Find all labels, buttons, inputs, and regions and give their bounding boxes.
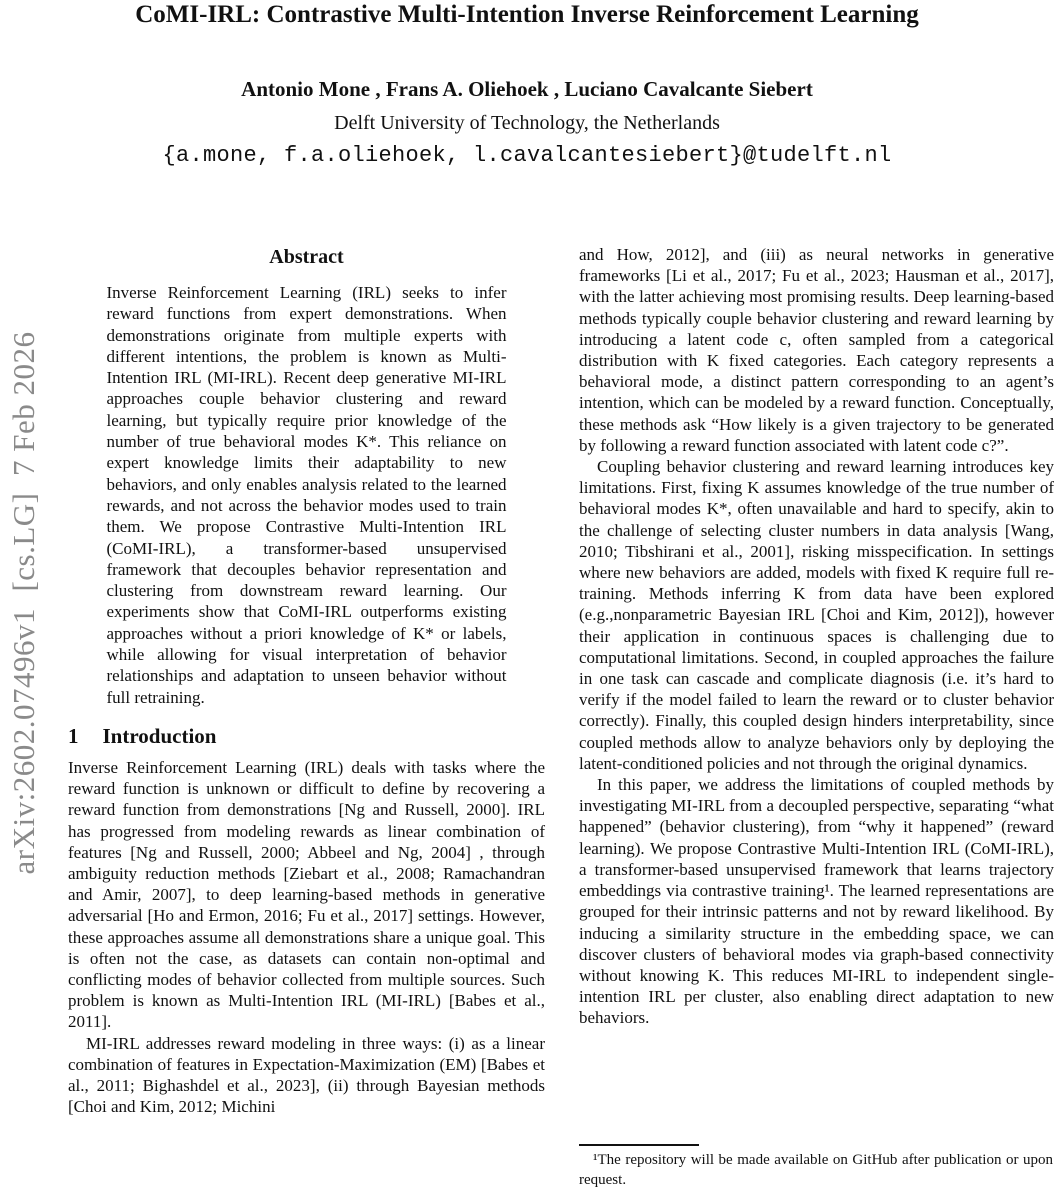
right-paragraph-2: Coupling behavior clustering and reward learning introduces key limitations. First, fixing K assumes knowledge of the true number of behavioral modes K*, often unavailable and hard to specify, akin to the challenge of selecting cluster numbers in data analysis [Wang, 2010; Tibshirani et al., 2001], risking misspecification. In settings where new behaviors are added, models with fixed K require full re-training. Methods inferring K from data have been explored (e.g.,nonparametric Bayesian IRL [Choi and Kim, 2012]), however their application in continuous spaces is challenging due to computational limitations. Second, in coupled approaches the failure in one task can cascade and complicate diagnosis (i.e. it’s hard to verify if the model failed to learn the reward or to cluster behavior correctly). Finally, this coupled design hinders interpretability, since coupled methods allow to analyze behaviors only by deploying the latent-conditioned policies and not through the original dynamics. (579, 457, 1054, 773)
paper-title: CoMI-IRL: Contrastive Multi-Intention Inverse Reinforcement Learning (135, 1, 919, 28)
right-column (579, 244, 1054, 1117)
authors-line: Antonio Mone , Frans A. Oliehoek , Luciano Cavalcante Siebert (241, 77, 813, 101)
arxiv-watermark: arXiv:2602.07496v1 [cs.LG] 7 Feb 2026 (6, 331, 41, 875)
right-paragraph-3: In this paper, we address the limitations of coupled methods by investigating MI-IRL from a decoupled perspective, separating “what happened” (behavior clustering), from “why it happened” (reward learning). We propose Contrastive Multi-Intention IRL (CoMI-IRL), a transformer-based unsupervised framework that learns trajectory embeddings via contrastive training¹. The learned representations are grouped for their intrinsic patterns and not by reward likelihood. By inducing a similarity structure in the embedding space, we can discover clusters of behavioral modes via graph-based connectivity without knowing K. This reduces MI-IRL to independent single-intention IRL per cluster, also enabling direct adaptation to new behaviors. (579, 775, 1054, 1028)
footnote-text: ¹The repository will be made available on GitHub after publication or upon request. (579, 1152, 1053, 1188)
paper-header (0, 0, 1054, 168)
footnote-rule (579, 1144, 699, 1146)
section-heading-introduction (68, 724, 545, 748)
abstract-heading: Abstract (269, 246, 344, 268)
abstract-text: Inverse Reinforcement Learning (IRL) seeks to infer reward functions from expert demonstrations. When demonstrations originate from multiple experts with different intentions, the problem is known as Multi-Intention IRL (MI-IRL). Recent deep generative MI-IRL approaches couple behavior clustering and reward learning, but typically require prior knowledge of the number of true behavioral modes K*. This reliance on expert knowledge limits their adaptability to new behaviors, and only enables analysis related to the learned rewards, and not across the behavior modes used to train them. We propose Contrastive Multi-Intention IRL (CoMI-IRL), a transformer-based unsupervised framework that decouples behavior representation and clustering from downstream reward learning. Our experiments show that CoMI-IRL outperforms existing approaches without a priori knowledge of K* or labels, while allowing for visual interpretation of behavior relationships and adaptation to unseen behavior without full retraining. (106, 283, 507, 707)
intro-paragraph-1: Inverse Reinforcement Learning (IRL) deals with tasks where the reward function is unknown or difficult to define by recovering a reward function from demonstrations [Ng and Russell, 2000]. IRL has progressed from modeling rewards as linear combination of features [Ng and Russell, 2000; Abbeel and Ng, 2004] , through ambiguity reduction methods [Ziebart et al., 2008; Ramachandran and Amir, 2007], to deep learning-based methods in generative adversarial [Ho and Ermon, 2016; Fu et al., 2017] settings. However, these approaches assume all demonstrations share a unique goal. This is often not the case, as datasets can contain non-optimal and conflicting modes of behavior collected from multiple sources. Such problem is known as Multi-Intention IRL (MI-IRL) [Babes et al., 2011]. (68, 757, 545, 1032)
two-column-body (68, 244, 1054, 1117)
affiliation-line: Delft University of Technology, the Netherlands (334, 112, 720, 134)
footnote (579, 1144, 1053, 1190)
right-paragraph-1: and How, 2012], and (iii) as neural networks in generative frameworks [Li et al., 2017; Fu et al., 2023; Hausman et al., 2017], with the latter achieving most promising results. Deep learning-based methods typically couple behavior clustering and reward learning by introducing a latent code c, often sampled from a categorical distribution with K fixed categories. Each category represents a behavioral mode, a distinct pattern corresponding to an agent’s intention, which can be modeled by a reward function. Conceptually, these methods ask “How likely is a given trajectory to be generated by following a reward function associated with latent code c?”. (579, 245, 1054, 455)
section-title: Introduction (102, 723, 217, 748)
emails-line: {a.mone, f.a.oliehoek, l.cavalcantesiebert}@tudelft.nl (162, 143, 892, 168)
intro-paragraph-2: MI-IRL addresses reward modeling in three ways: (i) as a linear combination of features in Expectation-Maximization (EM) [Babes et al., 2011; Bighashdel et al., 2023], (ii) through Bayesian methods [Choi and Kim, 2012; Michini (68, 1033, 545, 1117)
left-column (68, 244, 545, 1117)
section-number: 1 (68, 723, 79, 748)
